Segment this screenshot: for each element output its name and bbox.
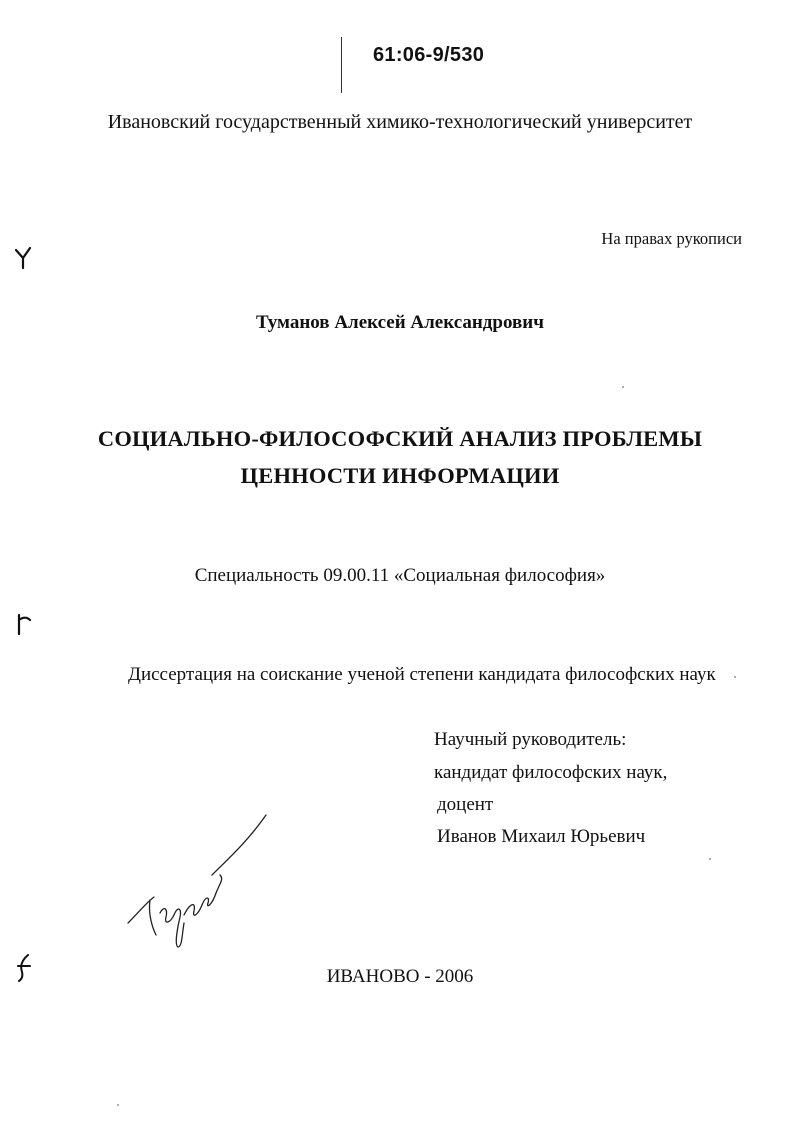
advisor-rank: доцент: [437, 794, 494, 815]
dissertation-title-line-1: СОЦИАЛЬНО-ФИЛОСОФСКИЙ АНАЛИЗ ПРОБЛЕМЫ: [97, 426, 703, 451]
margin-mark-top: [14, 246, 34, 270]
advisor-label: Научный руководитель:: [434, 729, 627, 750]
degree-statement: Диссертация на соискание ученой степени кандидата философских наук: [128, 664, 716, 685]
university-name: Ивановский государственный химико-технологический университет: [107, 111, 693, 133]
handwritten-signature: [120, 805, 280, 955]
manuscript-note: На правах рукописи: [601, 229, 742, 248]
scan-speck: [622, 386, 624, 388]
city-year: ИВАНОВО - 2006: [326, 966, 474, 987]
scan-speck: [117, 1104, 119, 1106]
author-name: Туманов Алексей Александрович: [256, 312, 544, 333]
scan-speck: [709, 858, 711, 860]
stamp-line: [341, 37, 342, 93]
specialty: Специальность 09.00.11 «Социальная философия»: [194, 565, 606, 586]
margin-mark-middle: [14, 612, 34, 636]
advisor-degree: кандидат философских наук,: [434, 762, 668, 783]
dissertation-title-line-2: ЦЕННОСТИ ИНФОРМАЦИИ: [240, 463, 560, 488]
scan-speck: [734, 676, 736, 678]
catalog-code: 61:06-9/530: [373, 44, 485, 66]
advisor-name: Иванов Михаил Юрьевич: [437, 826, 646, 847]
